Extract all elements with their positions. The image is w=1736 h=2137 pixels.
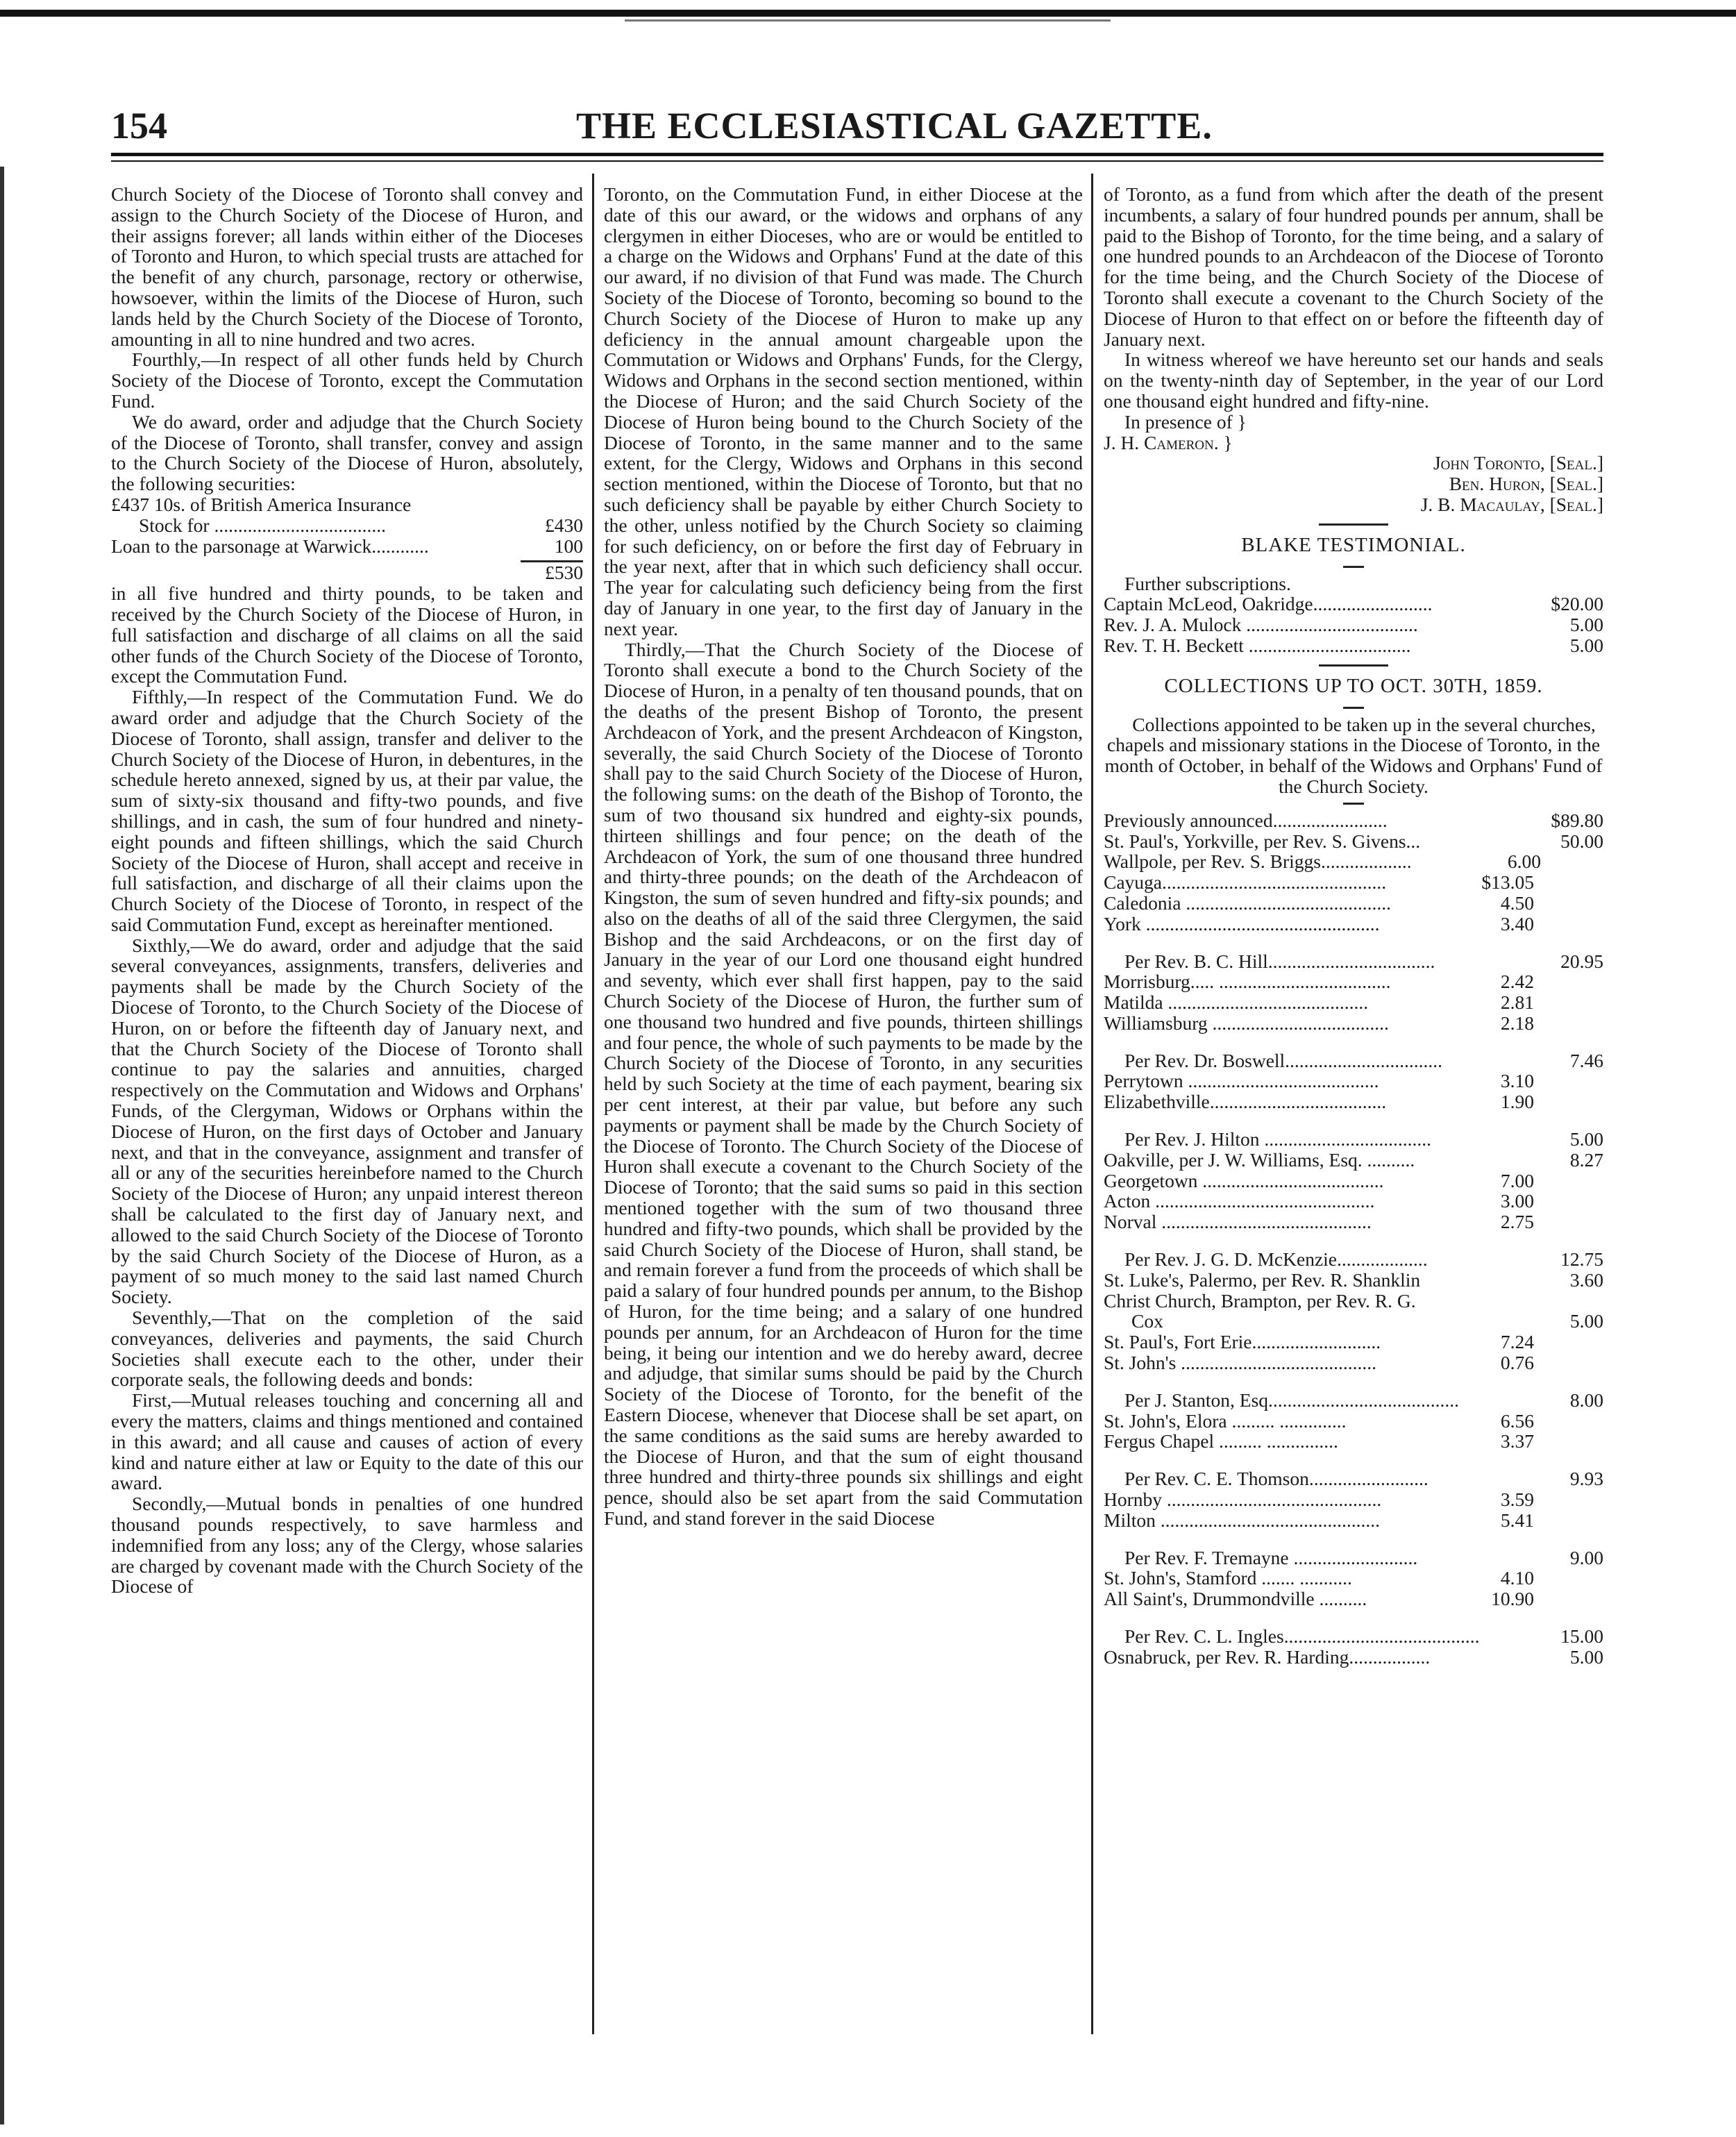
subscription-row: Rev. J. A. Mulock .................................... 5.00 [1104, 614, 1603, 635]
collection-group-head: Per Rev. Dr. Boswell................................. 7.46 [1124, 1050, 1603, 1071]
collection-row: St. Paul's, Yorkville, per Rev. S. Givens... 50.00 [1104, 830, 1603, 852]
subscription-row: Rev. T. H. Beckett .................................. 5.00 [1104, 635, 1603, 656]
page-number: 154 [111, 105, 167, 146]
collection-row: Caledonia ........................................... 4.50 [1104, 892, 1534, 914]
collection-row: St. John's ......................................... 0.76 [1104, 1352, 1534, 1373]
paragraph: Church Society of the Diocese of Toronto shall convey and assign to the Church Society of the Diocese of Huron, and their assigns forever; all lands within either of the Dioceses of Toronto and Huron, to which special trusts are attached for the benefit of any church, parsonage, rectory or otherwise, howsoever, within the limits of the Diocese of Huron, such lands held by the Church Society of the Diocese of Toronto, amounting in all to nine hundred and two acres. [111, 183, 583, 350]
collection-group-head: Per Rev. C. L. Ingles......................................... 15.00 [1124, 1626, 1603, 1647]
collection-row: Acton .............................................. 3.00 [1104, 1191, 1534, 1212]
collection-row: Williamsburg ..................................... 2.18 [1104, 1012, 1534, 1034]
subscription-row: Captain McLeod, Oakridge......................... $20.00 [1104, 594, 1603, 615]
collection-row: St. John's, Stamford ....... ........... 4.10 [1104, 1568, 1534, 1589]
collection-row: Morrisburg..... .................................... 2.42 [1104, 971, 1534, 993]
section-heading: COLLECTIONS UP TO OCT. 30TH, 1859. [1164, 674, 1543, 697]
collection-row: Perrytown ........................................ 3.10 [1104, 1071, 1534, 1092]
separator [1319, 664, 1388, 667]
collection-row: Cayuga............................................... $13.05 [1104, 872, 1534, 893]
collection-row: Osnabruck, per Rev. R. Harding................. 5.00 [1104, 1646, 1603, 1668]
securities-line: Loan to the parsonage at Warwick............ 100 [111, 535, 583, 557]
separator [1343, 707, 1364, 709]
paragraph: Toronto, on the Commutation Fund, in either Diocese at the date of this our award, or the widows and orphans of any clergymen in either Dioceses, who are or would be entitled to a charge on the Widows and Orphans' Fund at the date of this our award, if no division of that Fund was made. The Church Society of the Diocese of Toronto, becoming so bound to the Church Society of the Diocese of Huron to make up any deficiency in the annual amount chargeable upon the Commutation or Widows and Orphans' Funds, for the Clergy, Widows and Orphans in the second section mentioned, within the Diocese of Huron; and the said Church Society of the Diocese of Huron being bound to the Church Society of the Diocese of Toronto, in the same manner and to the same extent, for the Clergy, Widows and Orphans in this second section mentioned, within the Diocese of Toronto, but that no such deficiency shall be payable by either Church Society to the other, unless notified by the Church Society so claiming for such deficiency, on or before the first day of February in the year next, after that in which such deficiency shall occur. The year for calculating such deficiency being from the first day of January in one year, to the first day of January in the next year. [604, 183, 1083, 639]
separator [1319, 523, 1388, 526]
witness-line: J. H. Cameron. } [1104, 431, 1233, 453]
collection-row: Elizabethville..................................... 1.90 [1104, 1091, 1534, 1113]
header-rule [111, 153, 1603, 156]
collection-row: York ................................................. 3.40 [1104, 913, 1534, 935]
paragraph: Sixthly,—We do award, order and adjudge that the said several conveyances, assignments, transfers, deliveries and payments shall be made by the Church Society of the Diocese of Toronto, to the Church Society of the Diocese of Huron, on or before the fifteenth day of January next, and that the Church Society of the Diocese of Toronto shall continue to pay the salaries and annuities, charged respectively on the Commutation and Widows and Orphans' Funds, of the Clergyman, Widows or Orphans within the Diocese of Huron, on the first days of October and January next, and that in the conveyance, assignment and transfer of all or any of the securities hereinbefore named to the Church Society of the Diocese of Huron; any unpaid interest thereon shall be calculated to the first day of January next, and allowed to the said Church Society of the Diocese of Toronto by the said Church Society of the Diocese of Huron, as a payment of so much money to the said last named Church Society. [111, 934, 583, 1308]
paragraph: Seventhly,—That on the completion of the said conveyances, deliveries and payments, the said Church Societies shall execute each to the other, under their corporate seals, the following deeds and bonds: [111, 1307, 583, 1391]
collection-group-head: Per Rev. J. Hilton ................................... 5.00 [1124, 1129, 1603, 1150]
paragraph: Fifthly,—In respect of the Commutation Fund. We do award order and adjudge that the Church Society of the Diocese of Toronto, shall assign, transfer and deliver to the Church Society of the Diocese of Huron, in debentures, in the schedule hereto annexed, signed by us, at their par value, the sum of sixty-six thousand and fifty-two pounds, and five shillings, and in cash, the sum of four hundred and ninety-eight pounds and fifteen shillings, which the said Church Society of the Diocese of Huron, shall accept and receive in full satisfaction, and discharge of all their claims upon the Church Society of the Diocese of Toronto, in respect of the said Commutation Fund, except as hereinafter mentioned. [111, 686, 583, 935]
collection-row: Wallpole, per Rev. S. Briggs................... 6.00 [1104, 851, 1541, 873]
collection-row: Hornby ............................................. 3.59 [1104, 1489, 1534, 1510]
signature-line: J. B. Macaulay, [Seal.] [1420, 493, 1603, 515]
collection-row: Previously announced........................ $89.80 [1104, 810, 1603, 831]
header-rule-thin [111, 160, 1603, 162]
collection-row: St. John's, Elora ......... .............. 6.56 [1104, 1410, 1534, 1432]
column-divider-2 [1091, 174, 1093, 2034]
separator [1343, 803, 1364, 805]
collection-group-head: Per Rev. C. E. Thomson......................... 9.93 [1124, 1468, 1603, 1490]
column-divider-1 [592, 174, 594, 2034]
signature-line: John Toronto, [Seal.] [1433, 452, 1603, 474]
collection-row: Milton .............................................. 5.41 [1104, 1509, 1534, 1531]
collection-row: Fergus Chapel ......... ............... 3.37 [1104, 1431, 1534, 1452]
collection-row: St. Luke's, Palermo, per Rev. R. Shanklin 3.60 [1104, 1269, 1603, 1291]
collection-group-head: Per Rev. F. Tremayne .......................... 9.00 [1124, 1547, 1603, 1568]
page-edge [0, 167, 4, 2125]
column-2 [604, 184, 1083, 1529]
collection-row: Georgetown ...................................... 7.00 [1104, 1170, 1534, 1191]
separator [1343, 566, 1364, 568]
paragraph: In witness whereof we have hereunto set our hands and seals on the twenty-ninth day of September, in the year of our Lord one thousand eight hundred and fifty-nine. [1104, 349, 1603, 412]
column-1 [111, 184, 583, 1597]
collection-group-head: Per Rev. J. G. D. McKenzie................... 12.75 [1124, 1249, 1603, 1270]
collection-group-head: Per Rev. B. C. Hill................................... 20.95 [1124, 950, 1603, 972]
paragraph: Secondly,—Mutual bonds in penalties of one hundred thousand pounds respectively, to save harmless and indemnified from any loss; any of the Clergy, whose salaries are charged by covenant made with the Church Society of the Diocese of [111, 1493, 583, 1598]
paragraph: We do award, order and adjudge that the Church Society of the Diocese of Toronto, shall transfer, convey and assign to the Church Society of the Diocese of Huron, absolutely, the following securities: [111, 410, 583, 495]
paragraph: Fourthly,—In respect of all other funds held by Church Society of the Diocese of Toronto, except the Commutation Fund. [111, 349, 583, 412]
paragraph: First,—Mutual releases touching and concerning all and every the matters, claims and things mentioned and contained in this award; and all cause and causes of action of every kind and nature either at law or Equity to the date of this our award. [111, 1389, 583, 1494]
collection-group-head: Per J. Stanton, Esq........................................ 8.00 [1124, 1389, 1603, 1411]
collection-row: St. Paul's, Fort Erie........................... 7.24 [1104, 1332, 1534, 1353]
signature-line: Ben. Huron, [Seal.] [1449, 473, 1603, 495]
column-3 [1104, 184, 1603, 1668]
securities-line: Stock for .................................... £430 [139, 514, 583, 536]
presence-line: In presence of } [1124, 410, 1247, 433]
blake-intro: Further subscriptions. [1124, 572, 1291, 594]
section-heading: BLAKE TESTIMONIAL. [1241, 533, 1466, 556]
collection-row: Norval ............................................ 2.75 [1104, 1212, 1534, 1233]
masthead-title: THE ECCLESIASTICAL GAZETTE. [576, 105, 1213, 146]
collection-row: Christ Church, Brampton, per Rev. R. G. [1104, 1290, 1416, 1311]
collections-intro: Collections appointed to be taken up in the several churches, chapels and missionary stations in the Diocese of Toronto, in the month of October, in behalf of the Widows and Orphans' Fund of the Church Society. [1104, 713, 1603, 797]
top-border-thin [625, 19, 1111, 22]
collection-row: Cox 5.00 [1131, 1311, 1603, 1332]
collection-row: Oakville, per J. W. Williams, Esq. .......... 8.27 [1104, 1149, 1603, 1171]
paragraph: of Toronto, as a fund from which after the death of the present incumbents, a salary of four hundred pounds per annum, shall be paid to the Bishop of Toronto, for the time being, and a salary of one hundred pounds to an Archdeacon of the Diocese of Toronto for the time being, and the Church Society of the Diocese of Toronto shall execute a covenant to the Church Society of the Diocese of Huron to that effect on or before the fifteenth day of January next. [1104, 183, 1603, 350]
paragraph: Thirdly,—That the Church Society of the Diocese of Toronto shall execute a bond to the Church Society of the Diocese of Huron, in a penalty of ten thousand pounds, that on the deaths of the present Bishop of Toronto, the present Archdeacon of York, and the present Archdeacon of Kingston, severally, the said Church Society of the Diocese of Toronto shall pay to the said Church Society of the Diocese of Huron, the following sums: on the death of the Bishop of Toronto, the sum of two thousand six hundred and eighty-six pounds, thirteen shillings and four pence; on the death of the Archdeacon of York, the sum of one thousand three hundred and thirty-three pounds; on the death of the Archdeacon of Kingston, the sum of seven hundred and fifty-six pounds; and also on the deaths of all of the said three Clergymen, the said Bishop and the said Archdeacons, or on the first day of January in the year of our Lord one thousand eight hundred and seventy, which ever shall first happen, pay to the said Church Society of the Diocese of Huron, the further sum of one thousand two hundred and five pounds, thirteen shillings and four pence, the whole of such payments to be made by the Church Society of the Diocese of Toronto, in any securities held by such Society at the time of each payment, bearing six per cent interest, at their par value, but before any such payments or payment shall be made by the Church Society of the Diocese of Toronto. The Church Society of the Diocese of Huron shall execute a covenant to the Church Society of the Diocese of Toronto; that the said sums so paid in this section mentioned together with the sum of two thousand three hundred and fifty-two pounds, which shall be provided by the said Church Society of the Diocese of Huron, shall stand, be and remain forever a fund from the proceeds of which shall be paid a salary of four hundred pounds per annum, to the Bishop of Huron, for the time being; and a salary of one hundred pounds per annum, for an Archdeacon of Huron for the time being, it being our intention and we do hereby award, decree and adjudge, that similar sums should be paid by the Church Society of the Diocese of Toronto, for the benefit of the Eastern Diocese, whenever that Diocese shall be set apart, on the same conditions as the said sums are hereby awarded to the Diocese of Huron, and that the sum of eight thousand three hundred and thirty-three pounds six shillings and eight pence, should also be set apart from the said Commutation Fund, and stand forever in the said Diocese [604, 638, 1083, 1529]
top-border [0, 10, 1736, 17]
collection-row: Matilda .......................................... 2.81 [1104, 992, 1534, 1013]
securities-total: £530 [521, 560, 583, 583]
paragraph: in all five hundred and thirty pounds, to be taken and received by the Church Society of the Diocese of Huron, in full satisfaction and discharge of all claims on all the said other funds of the Church Society of the Diocese of Toronto, except the Commutation Fund. [111, 583, 583, 687]
collection-row: All Saint's, Drummondville .......... 10.90 [1104, 1589, 1534, 1610]
securities-line: £437 10s. of British America Insurance [111, 494, 412, 515]
